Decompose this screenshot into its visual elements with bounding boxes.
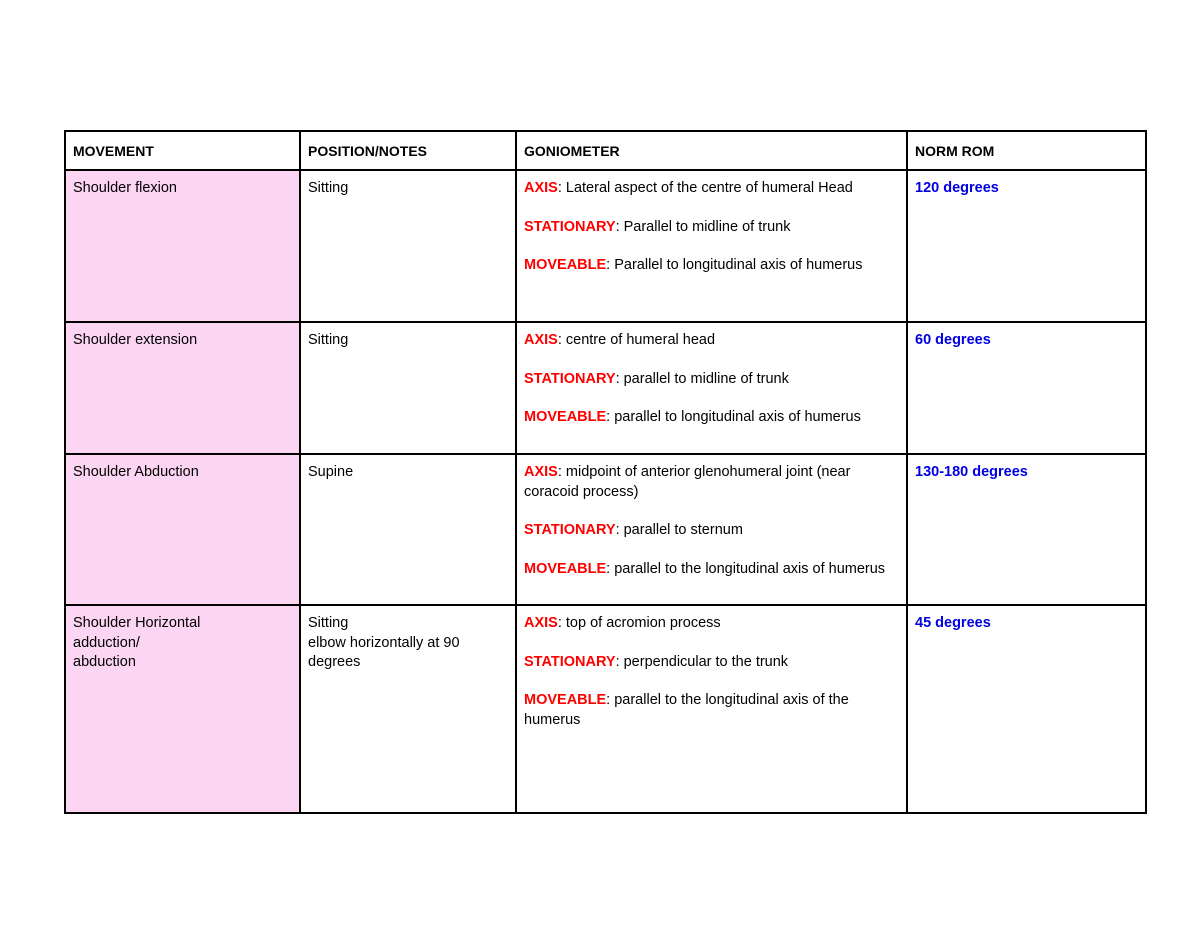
goniometer-moveable [524, 560, 900, 580]
keyword-moveable: MOVEABLE [524, 409, 607, 425]
norm-rom-cell [907, 322, 1146, 454]
keyword-moveable: MOVEABLE [524, 560, 607, 577]
goniometer-text: : centre of humeral head [557, 332, 716, 348]
keyword-axis: AXIS [524, 464, 558, 480]
position-cell: Sitting [300, 170, 516, 322]
position-cell: Sitting elbow horizontally at 90 degrees [300, 605, 516, 813]
goniometer-stationary [524, 653, 900, 673]
movement-cell: Shoulder flexion [65, 170, 300, 322]
norm-rom-cell [907, 605, 1146, 813]
goniometer-axis [524, 179, 900, 199]
goniometer-axis [524, 463, 900, 502]
goniometer-text: : top of acromion process [557, 615, 721, 631]
header-norm-rom: NORM ROM [907, 131, 1146, 170]
goniometer-stationary [524, 218, 900, 238]
goniometer-cell [516, 605, 907, 813]
goniometer-text: : perpendicular to the trunk [615, 653, 789, 670]
goniometer-text: : Lateral aspect of the centre of humeral Head [557, 180, 853, 196]
table-row [65, 170, 1146, 322]
header-goniometer: GONIOMETER [516, 131, 907, 170]
movement-cell: Shoulder Abduction [65, 454, 300, 605]
goniometer-moveable [524, 691, 900, 730]
goniometer-cell [516, 454, 907, 605]
keyword-stationary: STATIONARY [524, 522, 616, 538]
goniometer-cell [516, 170, 907, 322]
header-position-notes: POSITION/NOTES [300, 131, 516, 170]
goniometer-moveable [524, 256, 900, 276]
keyword-axis: AXIS [524, 180, 558, 196]
position-cell: Sitting [300, 322, 516, 454]
movement-cell: Shoulder Horizontal adduction/ abduction [65, 605, 300, 813]
keyword-axis: AXIS [524, 332, 558, 348]
table-row [65, 605, 1146, 813]
goniometer-moveable [524, 408, 900, 428]
goniometer-axis [524, 331, 900, 351]
norm-rom-value: 120 degrees [915, 180, 999, 196]
keyword-stationary: STATIONARY [524, 218, 616, 235]
goniometer-stationary [524, 521, 900, 541]
goniometer-text: : parallel to longitudinal axis of humerus [606, 409, 861, 425]
table-row [65, 322, 1146, 454]
keyword-moveable: MOVEABLE [524, 692, 607, 708]
goniometer-stationary [524, 370, 900, 390]
header-row [65, 131, 1146, 170]
norm-rom-value: 130-180 degrees [915, 464, 1028, 480]
keyword-stationary: STATIONARY [524, 653, 616, 670]
keyword-moveable: MOVEABLE [524, 257, 607, 273]
position-cell: Supine [300, 454, 516, 605]
norm-rom-cell [907, 170, 1146, 322]
norm-rom-cell [907, 454, 1146, 605]
goniometer-axis [524, 614, 900, 634]
goniometer-text: : parallel to the longitudinal axis of humerus [606, 560, 886, 577]
goniometer-text: : Parallel to longitudinal axis of humerus [606, 257, 863, 273]
norm-rom-value: 45 degrees [915, 615, 991, 631]
header-movement: MOVEMENT [65, 131, 300, 170]
keyword-stationary: STATIONARY [524, 370, 616, 387]
goniometer-text: : parallel to midline of trunk [615, 370, 789, 387]
keyword-axis: AXIS [524, 615, 558, 631]
goniometer-text: : parallel to sternum [615, 522, 743, 538]
rom-table [64, 130, 1147, 814]
goniometer-text: : Parallel to midline of trunk [615, 218, 791, 235]
table-row [65, 454, 1146, 605]
goniometer-text: : parallel to the longitudinal axis of the humerus [524, 692, 849, 728]
goniometer-cell [516, 322, 907, 454]
movement-cell: Shoulder extension [65, 322, 300, 454]
norm-rom-value: 60 degrees [915, 332, 991, 348]
goniometer-text: : midpoint of anterior glenohumeral joint (near coracoid process) [524, 464, 851, 500]
